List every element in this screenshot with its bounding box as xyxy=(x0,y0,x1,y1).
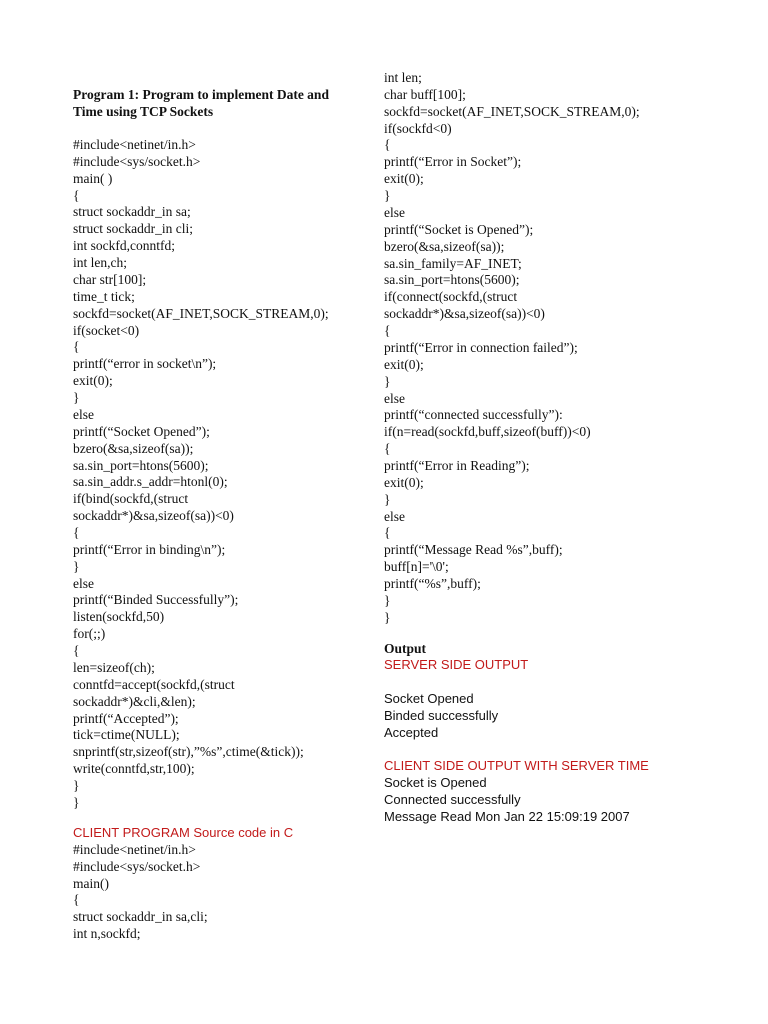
client-output-heading: CLIENT SIDE OUTPUT WITH SERVER TIME xyxy=(384,758,649,773)
code-line: sockaddr*)&sa,sizeof(sa))<0) xyxy=(73,508,234,524)
code-line: main( ) xyxy=(73,170,113,186)
code-line: else xyxy=(73,575,94,591)
code-line: printf(“error in socket\n”); xyxy=(73,356,217,372)
program-title-line-1: Program 1: Program to implement Date and xyxy=(73,87,329,102)
code-line: if(sockfd<0) xyxy=(384,120,452,136)
code-line: #include<netinet/in.h> xyxy=(73,842,196,857)
code-line: main() xyxy=(73,875,109,891)
code-line: Socket Opened xyxy=(384,691,474,706)
code-line: printf(“Binded Successfully”); xyxy=(73,592,239,608)
code-line: sa.sin_port=htons(5600); xyxy=(73,457,209,473)
code-line: { xyxy=(384,137,391,153)
code-line: printf(“Socket Opened”); xyxy=(73,423,210,439)
code-line: { xyxy=(384,323,391,339)
code-line: } xyxy=(73,794,80,810)
code-line: if(connect(sockfd,(struct xyxy=(384,289,518,305)
code-line: int sockfd,conntfd; xyxy=(73,238,175,254)
code-line: sockaddr*)&cli,&len); xyxy=(73,693,196,709)
code-line: printf(“Error in connection failed”); xyxy=(384,339,578,355)
code-line: exit(0); xyxy=(384,171,424,187)
code-line: sockfd=socket(AF_INET,SOCK_STREAM,0); xyxy=(384,103,640,119)
code-line: len=sizeof(ch); xyxy=(73,659,155,675)
code-line: exit(0); xyxy=(384,474,424,490)
code-line: { xyxy=(384,441,391,457)
code-line: listen(sockfd,50) xyxy=(73,609,165,625)
code-line: sockfd=socket(AF_INET,SOCK_STREAM,0); xyxy=(73,305,329,321)
code-line: } xyxy=(384,188,391,204)
code-line: { xyxy=(73,187,80,203)
server-output-heading: SERVER SIDE OUTPUT xyxy=(384,657,529,672)
code-line: char str[100]; xyxy=(73,271,147,287)
code-line: } xyxy=(384,592,391,608)
code-line: printf(“Error in binding\n”); xyxy=(73,541,226,557)
code-line: Connected successfully xyxy=(384,791,521,807)
code-line: else xyxy=(73,406,94,422)
code-line: { xyxy=(73,339,80,355)
code-line: else xyxy=(384,390,405,406)
code-line: { xyxy=(73,643,80,659)
code-line: struct sockaddr_in sa; xyxy=(73,204,191,220)
program-title-line-2: Time using TCP Sockets xyxy=(73,104,214,119)
code-line: int n,sockfd; xyxy=(73,926,141,941)
code-line: struct sockaddr_in sa,cli; xyxy=(73,909,208,925)
code-line: printf(“Error in Socket”); xyxy=(384,154,522,170)
code-line: Message Read Mon Jan 22 15:09:19 2007 xyxy=(384,808,630,824)
code-line: printf(“Accepted”); xyxy=(73,710,179,726)
code-line: int len; xyxy=(384,70,422,85)
code-line: } xyxy=(73,778,80,794)
code-line: { xyxy=(73,892,80,908)
code-line: #include<netinet/in.h> xyxy=(73,137,196,152)
code-line: char buff[100]; xyxy=(384,86,466,102)
code-line: write(conntfd,str,100); xyxy=(73,761,195,777)
code-line: time_t tick; xyxy=(73,288,135,304)
code-line: printf(“Error in Reading”); xyxy=(384,458,530,473)
code-line: sockaddr*)&sa,sizeof(sa))<0) xyxy=(384,306,545,322)
code-line: #include<sys/socket.h> xyxy=(73,858,201,874)
code-line: if(socket<0) xyxy=(73,322,140,338)
code-line: sa.sin_port=htons(5600); xyxy=(384,272,520,288)
output-title: Output xyxy=(384,641,427,656)
code-line: Accepted xyxy=(384,724,439,740)
code-line: buff[n]='\0'; xyxy=(384,559,449,575)
code-line: { xyxy=(384,525,391,541)
code-line: } xyxy=(384,373,391,389)
code-line: bzero(&sa,sizeof(sa)); xyxy=(384,238,505,254)
code-line: for(;;) xyxy=(73,626,106,642)
code-line: } xyxy=(73,558,80,574)
code-line: else xyxy=(384,204,405,220)
code-line: printf(“Socket is Opened”); xyxy=(384,221,534,237)
code-line: if(n=read(sockfd,buff,sizeof(buff))<0) xyxy=(384,424,591,440)
code-line: sa.sin_addr.s_addr=htonl(0); xyxy=(73,474,228,490)
code-line: exit(0); xyxy=(384,356,424,372)
code-line: } xyxy=(73,390,80,406)
code-line: #include<sys/socket.h> xyxy=(73,153,201,169)
code-line: Binded successfully xyxy=(384,707,499,723)
code-line: if(bind(sockfd,(struct xyxy=(73,491,189,507)
code-line: printf(“Message Read %s”,buff); xyxy=(384,542,563,558)
code-line: printf(“connected successfully”): xyxy=(384,407,563,423)
code-line: { xyxy=(73,525,80,540)
code-line: bzero(&sa,sizeof(sa)); xyxy=(73,440,194,456)
code-line: else xyxy=(384,508,405,524)
code-line: conntfd=accept(sockfd,(struct xyxy=(73,676,235,692)
code-line: int len,ch; xyxy=(73,255,127,271)
code-line: } xyxy=(384,609,391,625)
code-line: struct sockaddr_in cli; xyxy=(73,221,193,237)
code-line: tick=ctime(NULL); xyxy=(73,727,180,743)
code-line: } xyxy=(384,491,391,507)
code-line: exit(0); xyxy=(73,373,113,389)
code-line: sa.sin_family=AF_INET; xyxy=(384,255,522,271)
client-program-heading: CLIENT PROGRAM Source code in C xyxy=(73,825,294,840)
code-line: snprintf(str,sizeof(str),”%s”,ctime(&tick)); xyxy=(73,744,304,760)
code-line: printf(“%s”,buff); xyxy=(384,576,481,592)
code-line: Socket is Opened xyxy=(384,775,487,790)
